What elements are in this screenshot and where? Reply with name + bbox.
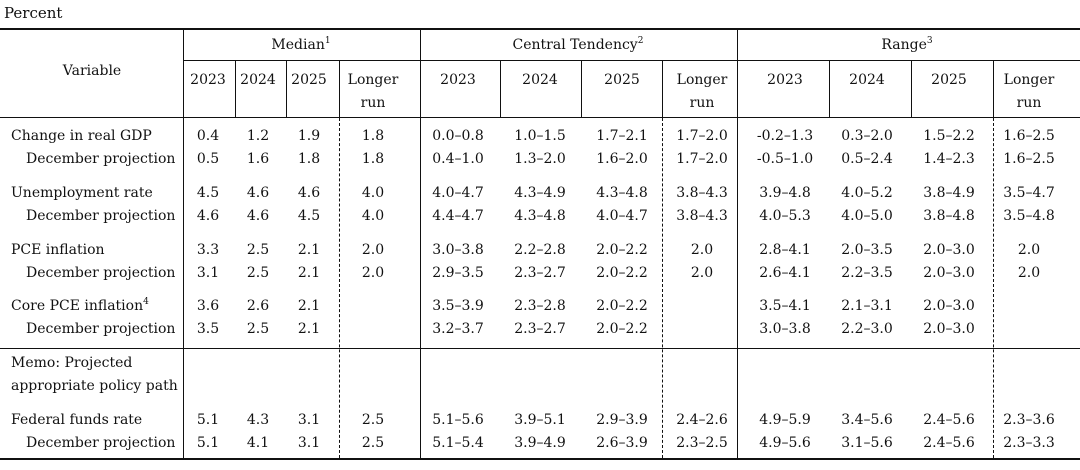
row-label: Unemployment rate (11, 185, 153, 201)
row-label: PCE inflation (11, 242, 105, 258)
year-header: 2025 (604, 72, 640, 88)
cell-value: 3.1 (196, 265, 220, 281)
divider-median (183, 30, 184, 458)
cell-value: 3.9–4.9 (514, 435, 566, 451)
cell-value: 2.1 (297, 298, 321, 314)
cell-value: 4.3–4.8 (596, 185, 648, 201)
cell-value: 2.0–3.0 (923, 242, 975, 258)
cell-value: 2.3–3.6 (1003, 412, 1055, 428)
cell-value: 1.6–2.5 (1003, 128, 1055, 144)
cell-value: 0.4–1.0 (432, 151, 484, 167)
cell-value: 0.4 (196, 128, 220, 144)
cell-value: 3.8–4.3 (676, 208, 728, 224)
year-divider (235, 60, 236, 117)
year-header: 2023 (440, 72, 476, 88)
year-divider (993, 60, 994, 117)
cell-value: 4.3–4.9 (514, 185, 566, 201)
cell-value: 1.2 (246, 128, 270, 144)
longer-run-header: run (1016, 95, 1042, 111)
cell-value: 3.0–3.8 (759, 321, 811, 337)
cell-value: -0.5–1.0 (756, 151, 814, 167)
cell-value: 0.5–2.4 (841, 151, 893, 167)
cell-value: 4.0–5.2 (841, 185, 893, 201)
december-projection-label: December projection (26, 208, 176, 224)
year-header: 2025 (931, 72, 967, 88)
cell-value: 2.2–2.8 (514, 242, 566, 258)
cell-value: 3.8–4.8 (923, 208, 975, 224)
longer-run-header: run (689, 95, 715, 111)
cell-value: 2.3–3.3 (1003, 435, 1055, 451)
cell-value: 2.0–2.2 (596, 242, 648, 258)
cell-value: 1.3–2.0 (514, 151, 566, 167)
cell-value: 5.1 (196, 435, 220, 451)
cell-value: 2.8–4.1 (759, 242, 811, 258)
year-divider (286, 60, 287, 117)
cell-value: 2.0–3.5 (841, 242, 893, 258)
cell-value: 3.1–5.6 (841, 435, 893, 451)
bottom-rule (0, 458, 1080, 460)
cell-value: 2.4–5.6 (923, 412, 975, 428)
cell-value: 2.6–4.1 (759, 265, 811, 281)
cell-value: 2.0–3.0 (923, 298, 975, 314)
year-divider (581, 60, 582, 117)
longer-run-divider (662, 118, 663, 458)
top-rule (0, 28, 1080, 30)
cell-value: 2.1 (297, 265, 321, 281)
group-rule (183, 60, 1080, 61)
cell-value: 1.6–2.5 (1003, 151, 1055, 167)
cell-value: 2.0 (690, 242, 714, 258)
longer-run-divider (339, 118, 340, 458)
cell-value: 4.0–4.7 (432, 185, 484, 201)
group-header: Median$^1$ (271, 36, 331, 53)
cell-value: 4.1 (246, 435, 270, 451)
cell-value: 4.3 (246, 412, 270, 428)
year-header: 2024 (240, 72, 276, 88)
cell-value: 4.5 (297, 208, 321, 224)
cell-value: 5.1–5.4 (432, 435, 484, 451)
cell-value: 2.2–3.0 (841, 321, 893, 337)
cell-value: 2.5 (361, 412, 385, 428)
cell-value: 2.3–2.7 (514, 265, 566, 281)
cell-value: 2.6–3.9 (596, 435, 648, 451)
cell-value: 3.5–4.7 (1003, 185, 1055, 201)
cell-value: 3.5–3.9 (432, 298, 484, 314)
cell-value: 1.7–2.1 (596, 128, 648, 144)
cell-value: 2.9–3.9 (596, 412, 648, 428)
cell-value: 4.6 (246, 185, 270, 201)
cell-value: 4.6 (196, 208, 220, 224)
cell-value: 2.0–2.2 (596, 321, 648, 337)
cell-value: 2.5 (361, 435, 385, 451)
unit-label: Percent (4, 4, 63, 22)
cell-value: 3.6 (196, 298, 220, 314)
cell-value: 2.5 (246, 242, 270, 258)
cell-value: 0.5 (196, 151, 220, 167)
divider-central-tendency (420, 30, 421, 458)
cell-value: 4.6 (246, 208, 270, 224)
row-label: Change in real GDP (11, 128, 152, 144)
cell-value: 3.8–4.3 (676, 185, 728, 201)
cell-value: 2.0 (690, 265, 714, 281)
cell-value: 4.0 (361, 208, 385, 224)
year-header: 2024 (522, 72, 558, 88)
cell-value: 4.0–4.7 (596, 208, 648, 224)
year-header: 2023 (767, 72, 803, 88)
december-projection-label: December projection (26, 321, 176, 337)
cell-value: 2.0 (1017, 242, 1041, 258)
cell-value: 4.0 (361, 185, 385, 201)
cell-value: 2.6 (246, 298, 270, 314)
cell-value: 4.6 (297, 185, 321, 201)
year-header: 2024 (849, 72, 885, 88)
year-divider (911, 60, 912, 117)
longer-run-divider (993, 118, 994, 458)
memo-label: Memo: Projected (11, 355, 133, 371)
cell-value: 2.0–2.2 (596, 298, 648, 314)
cell-value: 2.9–3.5 (432, 265, 484, 281)
cell-value: 1.7–2.0 (676, 128, 728, 144)
cell-value: -0.2–1.3 (756, 128, 814, 144)
row-label: Core PCE inflation$^4$ (11, 297, 149, 314)
year-divider (662, 60, 663, 117)
variable-header: Variable (62, 63, 122, 79)
cell-value: 2.4–2.6 (676, 412, 728, 428)
cell-value: 3.9–5.1 (514, 412, 566, 428)
cell-value: 2.0–3.0 (923, 265, 975, 281)
cell-value: 2.0 (361, 265, 385, 281)
footnote-marker: 3 (926, 36, 933, 46)
december-projection-label: December projection (26, 151, 176, 167)
year-header: 2023 (190, 72, 226, 88)
group-header: Range$^3$ (881, 36, 933, 53)
longer-run-header: run (360, 95, 386, 111)
cell-value: 1.0–1.5 (514, 128, 566, 144)
cell-value: 1.4–2.3 (923, 151, 975, 167)
footnote-marker: 4 (143, 297, 149, 307)
cell-value: 1.9 (297, 128, 321, 144)
cell-value: 3.1 (297, 412, 321, 428)
year-divider (500, 60, 501, 117)
group-header: Central Tendency$^2$ (512, 36, 644, 53)
cell-value: 3.2–3.7 (432, 321, 484, 337)
cell-value: 2.3–2.7 (514, 321, 566, 337)
cell-value: 2.1 (297, 321, 321, 337)
cell-value: 2.1 (297, 242, 321, 258)
cell-value: 4.4–4.7 (432, 208, 484, 224)
longer-run-header: Longer (1003, 72, 1055, 88)
cell-value: 0.3–2.0 (841, 128, 893, 144)
cell-value: 2.5 (246, 321, 270, 337)
cell-value: 4.0–5.3 (759, 208, 811, 224)
cell-value: 3.9–4.8 (759, 185, 811, 201)
cell-value: 2.3–2.5 (676, 435, 728, 451)
year-divider (339, 60, 340, 117)
cell-value: 3.1 (297, 435, 321, 451)
cell-value: 2.4–5.6 (923, 435, 975, 451)
cell-value: 5.1 (196, 412, 220, 428)
cell-value: 4.9–5.6 (759, 435, 811, 451)
cell-value: 1.8 (361, 128, 385, 144)
divider-range (737, 30, 738, 458)
cell-value: 2.0–3.0 (923, 321, 975, 337)
header-rule (0, 117, 1080, 118)
cell-value: 1.5–2.2 (923, 128, 975, 144)
cell-value: 2.5 (246, 265, 270, 281)
cell-value: 2.0 (1017, 265, 1041, 281)
cell-value: 1.6 (246, 151, 270, 167)
cell-value: 5.1–5.6 (432, 412, 484, 428)
cell-value: 2.1–3.1 (841, 298, 893, 314)
year-header: 2025 (291, 72, 327, 88)
cell-value: 4.3–4.8 (514, 208, 566, 224)
cell-value: 3.8–4.9 (923, 185, 975, 201)
cell-value: 3.4–5.6 (841, 412, 893, 428)
cell-value: 3.0–3.8 (432, 242, 484, 258)
cell-value: 3.3 (196, 242, 220, 258)
cell-value: 3.5 (196, 321, 220, 337)
cell-value: 1.8 (361, 151, 385, 167)
cell-value: 2.3–2.8 (514, 298, 566, 314)
longer-run-header: Longer (347, 72, 399, 88)
cell-value: 4.5 (196, 185, 220, 201)
cell-value: 4.9–5.9 (759, 412, 811, 428)
cell-value: 2.0 (361, 242, 385, 258)
cell-value: 2.2–3.5 (841, 265, 893, 281)
footnote-marker: 2 (637, 36, 644, 46)
cell-value: 1.6–2.0 (596, 151, 648, 167)
december-projection-label: December projection (26, 265, 176, 281)
cell-value: 0.0–0.8 (432, 128, 484, 144)
cell-value: 1.7–2.0 (676, 151, 728, 167)
cell-value: 2.0–2.2 (596, 265, 648, 281)
cell-value: 3.5–4.1 (759, 298, 811, 314)
longer-run-header: Longer (676, 72, 728, 88)
footnote-marker: 1 (324, 36, 331, 46)
memo-rule (0, 348, 1080, 349)
cell-value: 3.5–4.8 (1003, 208, 1055, 224)
year-divider (829, 60, 830, 117)
december-projection-label: December projection (26, 435, 176, 451)
cell-value: 4.0–5.0 (841, 208, 893, 224)
row-label: Federal funds rate (11, 412, 143, 428)
memo-label: appropriate policy path (11, 378, 178, 394)
cell-value: 1.8 (297, 151, 321, 167)
